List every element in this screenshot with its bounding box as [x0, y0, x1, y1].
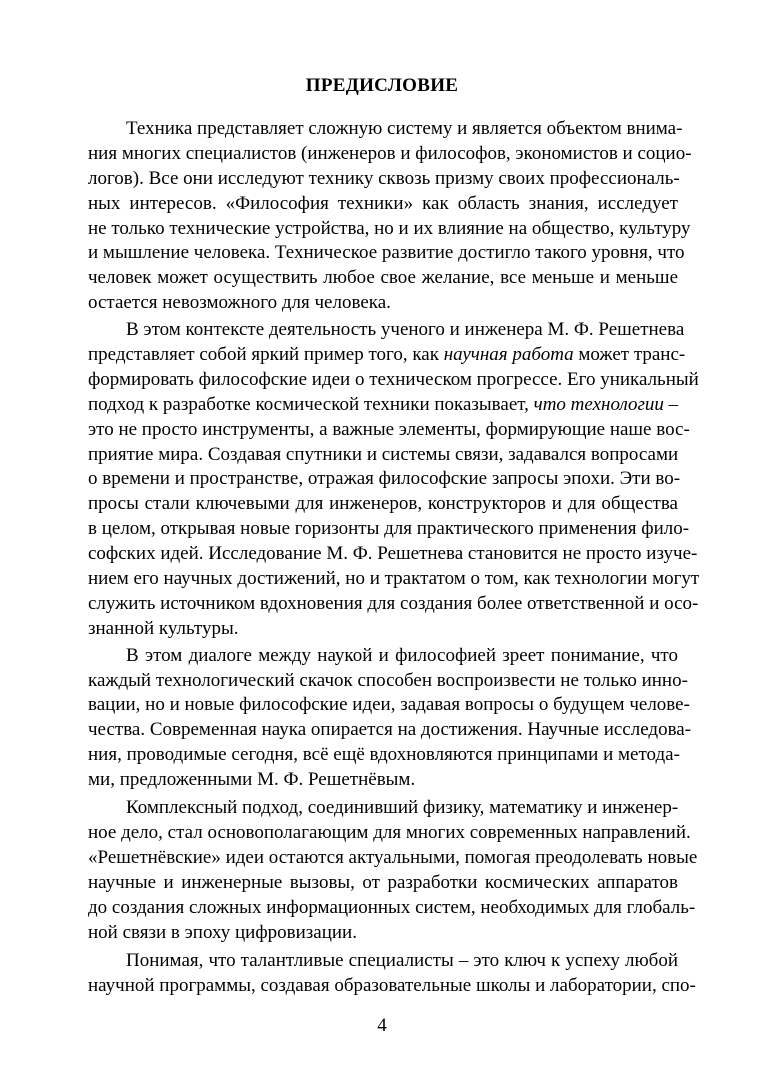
text-line: каждый технологический скачок способен воспроизвести не только инно-	[88, 669, 688, 691]
text-line: служить источником вдохновения для создания более ответственной и осо-	[88, 592, 699, 614]
paragraph-2	[88, 318, 700, 642]
text-line: Техника представляет сложную систему и является объектом внима-	[126, 118, 683, 139]
text-line: логов). Все они исследуют технику сквозь призму своих профессиональ-	[88, 167, 680, 189]
text-line: просы стали ключевыми для инженеров, конструкторов и для общества	[88, 493, 678, 515]
text-line: представляет собой яркий пример того, как научная работа может транс-	[88, 344, 686, 366]
text-line: и мышление человека. Техническое развитие достигло такого уровня, что	[88, 242, 685, 264]
text-line: ми, предложенными М. Ф. Решетнёвым.	[88, 769, 416, 791]
text-line: приятие мира. Создавая спутники и системы связи, задавался вопросами	[88, 443, 679, 465]
text-line: ния многих специалистов (инженеров и философов, экономистов и социо-	[88, 142, 692, 164]
page-title: ПРЕДИСЛОВИЕ	[305, 75, 459, 96]
text-line: В этом контексте деятельность ученого и инженера М. Ф. Решетнева	[126, 319, 685, 341]
text-line: «Решетнёвские» идеи остаются актуальными, помогая преодолевать новые	[88, 846, 698, 868]
body-text	[88, 117, 700, 999]
text-line: В этом диалоге между наукой и философией зреет понимание, что	[126, 644, 678, 666]
text-line: остается невозможного для человека.	[88, 292, 391, 314]
text-line: научной программы, создавая образовательные школы и лаборатории, спо-	[88, 975, 696, 997]
text-line: Комплексный подход, соединивший физику, математику и инженер-	[126, 797, 679, 819]
text-line: научные и инженерные вызовы, от разработки космических аппаратов	[88, 871, 678, 893]
text-line: Понимая, что талантливые специалисты – это ключ к успеху любой	[126, 950, 678, 972]
text-line: знанной культуры.	[88, 617, 239, 639]
text-line: формировать философские идеи о техническом прогрессе. Его уникальный	[88, 368, 699, 390]
text-line: ния, проводимые сегодня, всё ещё вдохновляются принципами и метода-	[88, 744, 680, 766]
paragraph-1	[88, 117, 692, 316]
text-line: ное дело, стал основополагающим для многих современных направлений.	[88, 821, 691, 843]
text-line: нием его научных достижений, но и трактатом о том, как технологии могут	[88, 568, 700, 590]
text-line: это не просто инструменты, а важные элементы, формирующие наше вос-	[88, 418, 690, 440]
paragraph-5	[88, 949, 696, 999]
text-line: ной связи в эпоху цифровизации.	[88, 921, 357, 943]
page-number: 4	[377, 1015, 387, 1036]
text-line: до создания сложных информационных систем, необходимых для глобаль-	[88, 896, 696, 918]
paragraph-4	[88, 796, 698, 945]
text-line: вации, но и новые философские идеи, задавая вопросы о будущем челове-	[88, 694, 690, 716]
text-line: о времени и пространстве, отражая философские запросы эпохи. Эти во-	[88, 468, 681, 490]
paragraph-3	[88, 644, 692, 793]
text-line: софских идей. Исследование М. Ф. Решетнева становится не просто изуче-	[88, 543, 698, 565]
text-line: подход к разработке космической техники показывает, что технологии –	[88, 393, 679, 415]
text-line: человек может осуществить любое свое желание, все меньше и меньше	[88, 267, 678, 289]
text-line: не только технические устройства, но и их влияние на общество, культуру	[88, 217, 691, 239]
text-line: чества. Современная наука опирается на достижения. Научные исследова-	[88, 719, 692, 741]
text-line: в целом, открывая новые горизонты для практического применения фило-	[88, 518, 690, 540]
text-line: ных интересов. «Философия техники» как область знания, исследует	[88, 192, 678, 214]
